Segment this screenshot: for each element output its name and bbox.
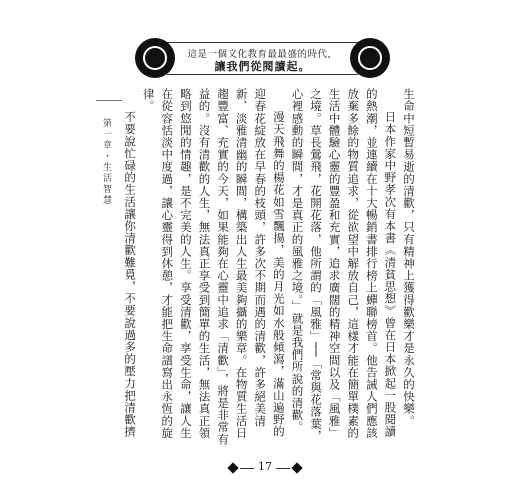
emblem-icon bbox=[135, 38, 175, 78]
paragraph: 日本作家中野孝次有本書《清貧思想》曾在日本掀起一股閱讀的熱潮，並連續在十大暢銷書排行榜上蟬聯榜首。他告誡人們應該放棄多餘的物質追求，從欲望中解放自己，這樣才能在簡單樸素的生活中體驗心靈的豐盈和充實，追求廣闊的精神空間以及「風雅」之境。草長鶯飛，花開花落，他所謂的「風雅」──「常與花落葉，心裡感動的瞬間，才是真正的風雅之境。」就是我們所說的清歡。 bbox=[290, 88, 398, 442]
runner-rule bbox=[96, 100, 122, 101]
header-line-2: 讓我們從閱讀起。 bbox=[214, 60, 311, 73]
fleur-ornament-icon bbox=[290, 461, 304, 475]
header-bottom-rule bbox=[167, 74, 358, 75]
header-line-1: 這是一個文化教育最最盛的時代， bbox=[187, 49, 338, 60]
header-banner bbox=[145, 36, 380, 80]
paragraph: 不要說忙碌的生活讓你清歡難覓，不要說過多的壓力把清歡擠 bbox=[123, 111, 138, 438]
paragraph: 漫天飛舞的楊花如雪飄揚，美的月光如水般傾瀉，滿山遍野的迎春花綻放在早春的枝頭，許多次不期而遇的清歡，許多絕美清新、淡雅清幽的瞬間，構築出人生最美夠攝的樂章。在物質生活日趨豐富、充實的今天，如果能夠在心靈中追求「清歡」，將是非常有益的。沒有清歡的人生，無法真正享受到簡單的生活，無法真正領略到悠閒的情趣，是不完美的人生。享受清歡，享受生命，讓人生在從容恬淡中度過，讓心靈得到休憩，才能把生命譜寫出永恆的旋律。 bbox=[141, 88, 286, 446]
header-top-rule bbox=[167, 42, 358, 43]
emblem-icon bbox=[350, 38, 390, 78]
paragraph: 生命中短暫易逝的清歡，只有精神上獲得歡樂才是永久的快樂。 bbox=[402, 88, 416, 427]
page-footer bbox=[220, 458, 310, 482]
footer-rule bbox=[276, 468, 290, 469]
vertical-body-text bbox=[118, 88, 418, 448]
page-number: 17 bbox=[258, 460, 272, 473]
chapter-running-title: 第一章・生活智慧 bbox=[101, 118, 111, 206]
